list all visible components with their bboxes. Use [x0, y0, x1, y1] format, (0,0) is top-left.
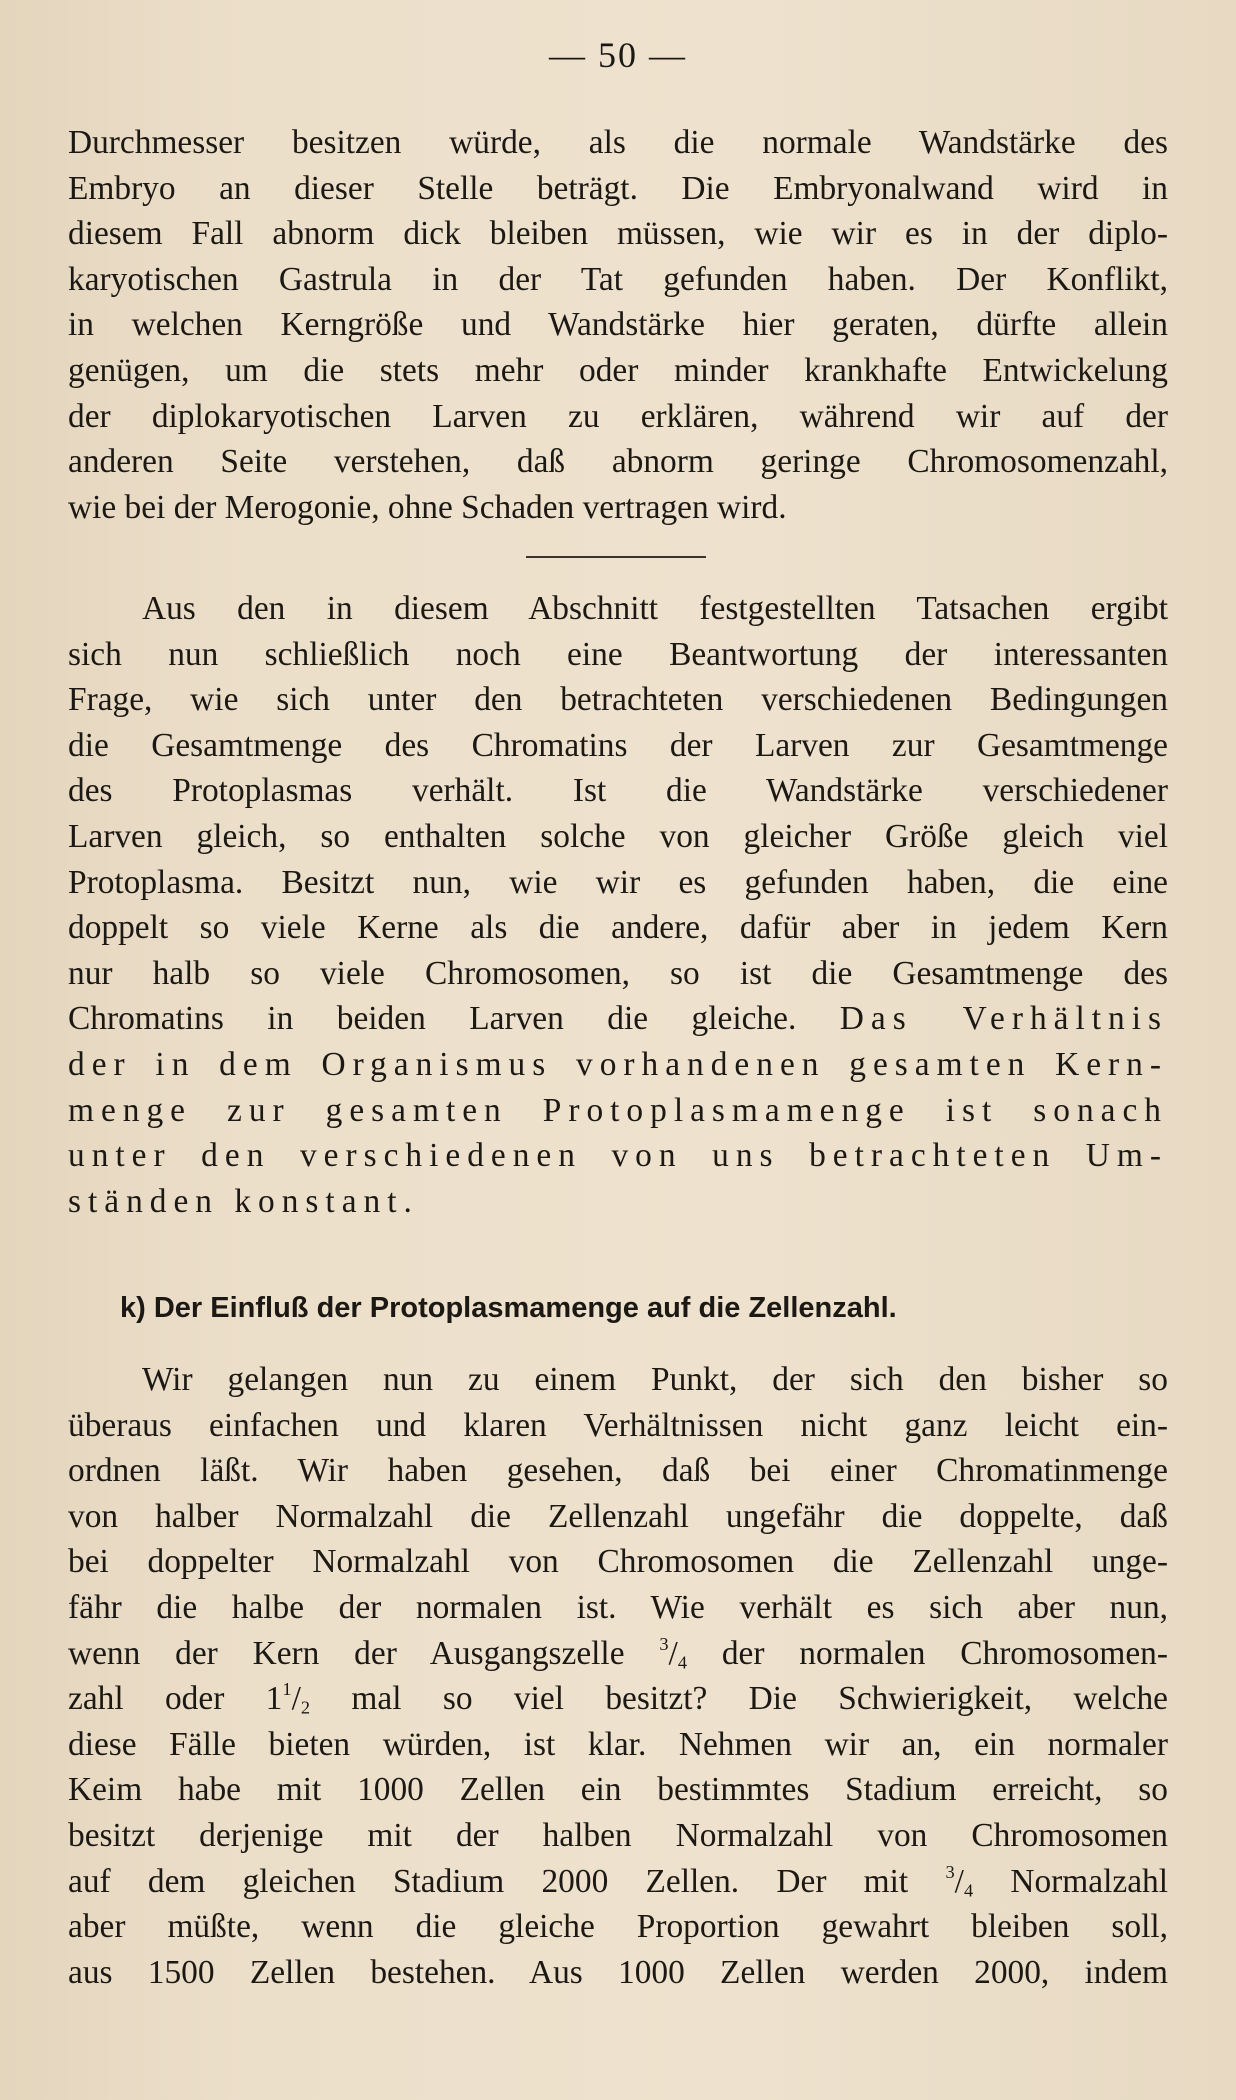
fraction-denominator: 4 — [677, 1652, 688, 1673]
text-line: wie bei der Merogonie, ohne Schaden vertragen wird. — [68, 488, 787, 526]
text-line: doppelt so viele Kerne als die andere, dafür aber in jedem Kern — [68, 909, 1168, 947]
text-line: bei doppelter Normalzahl von Chromosomen die Zellenzahl unge- — [68, 1543, 1168, 1581]
section-heading: k) Der Einfluß der Protoplasmamenge auf die Zellenzahl. — [120, 1292, 897, 1324]
text-line: nur halb so viele Chromosomen, so ist die Gesamtmenge des — [68, 954, 1168, 992]
text-line: Frage, wie sich unter den betrachteten verschiedenen Bedingungen — [68, 681, 1168, 719]
paragraph-3 — [68, 1357, 1168, 1995]
page-number: — 50 — — [549, 35, 687, 75]
fraction-numerator: 1 — [282, 1679, 292, 1700]
text-line: diesem Fall abnorm dick bleiben müssen, wie wir es in der diplo- — [68, 215, 1168, 253]
text-line: Keim habe mit 1000 Zellen ein bestimmtes Stadium erreicht, so — [68, 1771, 1168, 1809]
text-line: Larven gleich, so enthalten solche von gleicher Größe gleich viel — [68, 817, 1168, 855]
emphasized-line: unter den verschiedenen von uns betrachteten Um- — [68, 1137, 1168, 1175]
text-segment: Chromatins in beiden Larven die gleiche. — [68, 1000, 797, 1038]
text-line: karyotischen Gastrula in der Tat gefunden haben. Der Konflikt, — [68, 260, 1168, 298]
text-line: zahl oder $1^1/_2$ mal so viel besitzt? Die Schwierigkeit, welche — [68, 1679, 1168, 1718]
text-line: Durchmesser besitzen würde, als die normale Wandstärke des — [68, 124, 1168, 161]
text-line: ordnen läßt. Wir haben gesehen, daß bei einer Chromatinmenge — [68, 1452, 1168, 1490]
text-line: diese Fälle bieten würden, ist klar. Nehmen wir an, ein normaler — [68, 1725, 1168, 1763]
emphasized-line: ständen konstant. — [68, 1182, 419, 1220]
text-line: aber müßte, wenn die gleiche Proportion gewahrt bleiben soll, — [68, 1908, 1168, 1946]
emphasized-line: der in dem Organismus vorhandenen gesamten Kern- — [68, 1045, 1168, 1083]
text-line: des Protoplasmas verhält. Ist die Wandstärke verschiedener — [68, 772, 1168, 810]
section-divider — [526, 556, 706, 558]
fraction-denominator: 2 — [300, 1697, 311, 1718]
text-line: Embryo an dieser Stelle beträgt. Die Embryonalwand wird in — [68, 169, 1168, 207]
text-line: auf dem gleichen Stadium 2000 Zellen. Der mit $^3/_4$ Normalzahl — [68, 1861, 1168, 1901]
text-segment: auf dem gleichen Stadium 2000 Zellen. Der mit — [68, 1862, 909, 1900]
text-segment: Normalzahl — [1010, 1862, 1168, 1900]
fraction-numerator: 3 — [945, 1861, 955, 1882]
emphasized-line: menge zur gesamten Protoplasmamenge ist sonach — [68, 1091, 1168, 1129]
text-line: der diplokaryotischen Larven zu erklären, während wir auf der — [68, 397, 1168, 435]
text-line: die Gesamtmenge des Chromatins der Larven zur Gesamtmenge — [68, 726, 1168, 764]
text-line: Protoplasma. Besitzt nun, wie wir es gefunden haben, die eine — [68, 863, 1168, 901]
text-line: überaus einfachen und klaren Verhältnissen nicht ganz leicht ein- — [68, 1406, 1168, 1444]
text-line: von halber Normalzahl die Zellenzahl ungefähr die doppelte, daß — [68, 1497, 1168, 1535]
text-segment: zahl oder 1 — [68, 1680, 283, 1718]
text-line: in welchen Kerngröße und Wandstärke hier geraten, dürfte allein — [68, 306, 1168, 344]
text-line: besitzt derjenige mit der halben Normalzahl von Chromosomen — [68, 1816, 1168, 1854]
fraction-denominator: 4 — [963, 1880, 974, 1901]
paragraph-2 — [68, 586, 1168, 1224]
text-line: Wir gelangen nun zu einem Punkt, der sich den bisher so — [142, 1361, 1168, 1398]
text-line — [68, 996, 1168, 1042]
text-line: aus 1500 Zellen bestehen. Aus 1000 Zellen werden 2000, indem — [68, 1953, 1168, 1991]
fraction-numerator: 3 — [659, 1633, 669, 1654]
text-segment: wenn der Kern der Ausgangszelle — [68, 1634, 625, 1672]
text-line: genügen, um die stets mehr oder minder krankhafte Entwickelung — [68, 351, 1168, 389]
text-segment: der normalen Chromosomen- — [721, 1634, 1168, 1672]
text-line: wenn der Kern der Ausgangszelle $^3/_4$ der normalen Chromosomen- — [68, 1633, 1168, 1673]
text-segment: mal so viel besitzt? Die Schwierigkeit, welche — [351, 1680, 1168, 1718]
text-line: anderen Seite verstehen, daß abnorm geringe Chromosomenzahl, — [68, 443, 1168, 481]
text-line: Aus den in diesem Abschnitt festgestellten Tatsachen ergibt — [142, 590, 1168, 627]
text-line: sich nun schließlich noch eine Beantwortung der interessanten — [68, 635, 1168, 673]
paragraph-1 — [68, 120, 1168, 530]
emphasized-text: Das Verhältnis — [839, 1000, 1168, 1038]
text-line: fähr die halbe der normalen ist. Wie verhält es sich aber nun, — [68, 1588, 1168, 1626]
